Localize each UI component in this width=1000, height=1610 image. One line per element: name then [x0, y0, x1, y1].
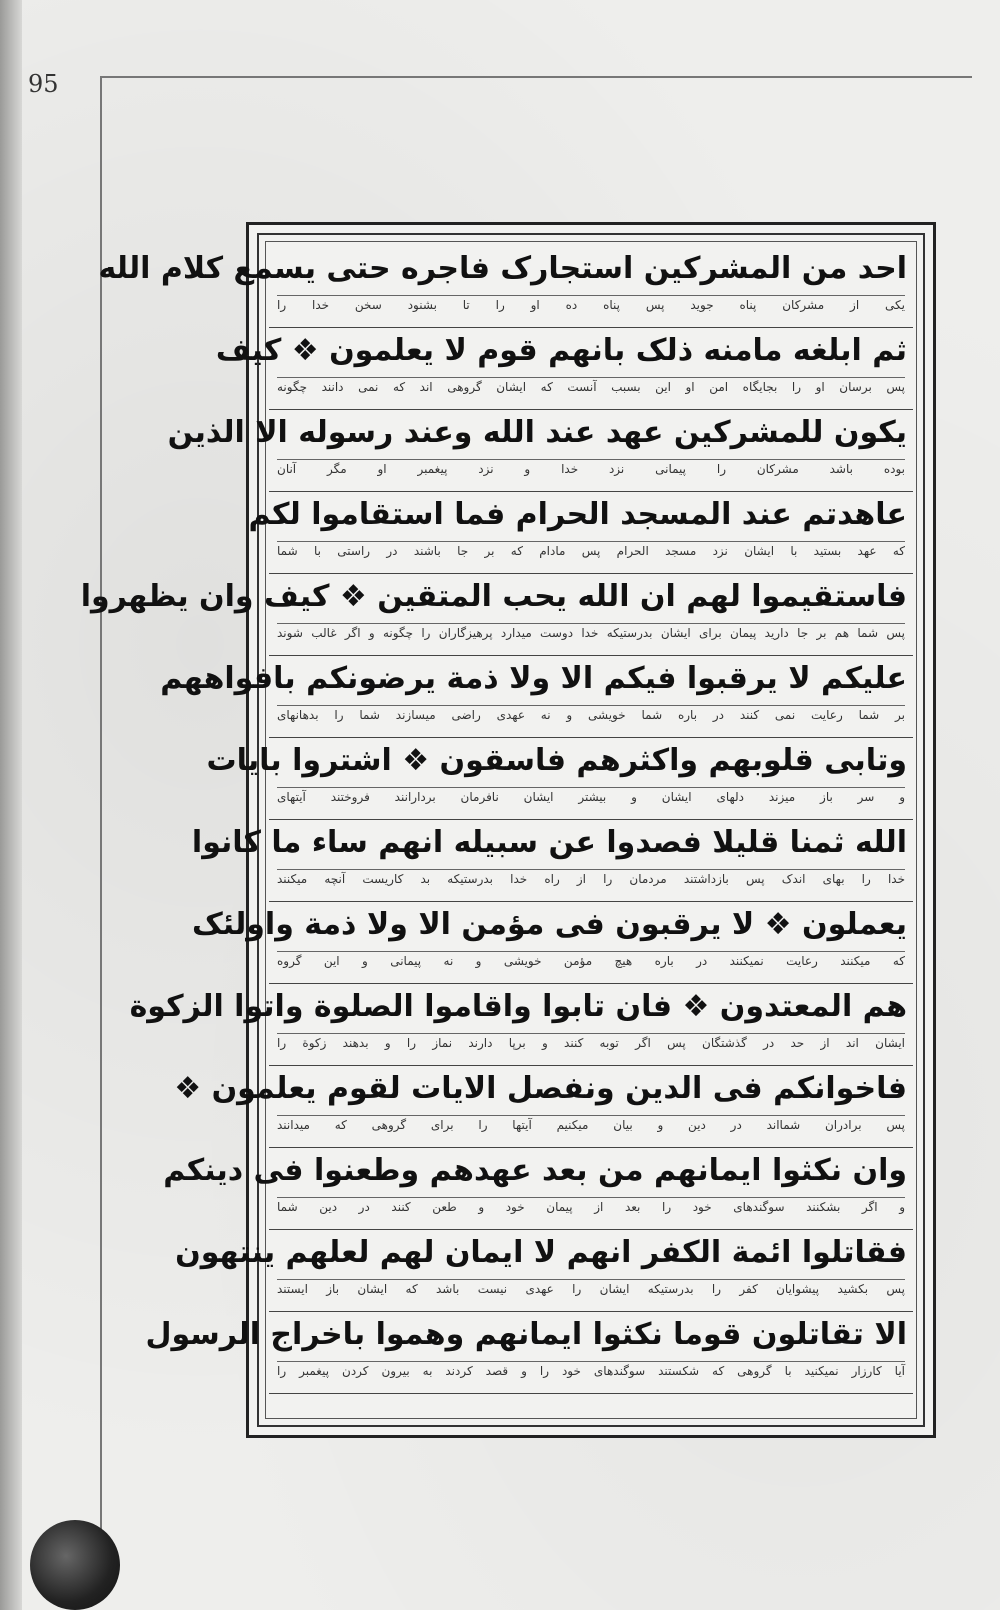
book-gutter	[0, 0, 22, 1610]
persian-gloss: یکی از مشرکان پناه جوید پس پناه ده او را تا بشنود سخن خدا را	[277, 295, 905, 314]
arabic-line: الا تقاتلون قوما نکثوا ایمانهم وهموا باخراج الرسول	[145, 1317, 907, 1352]
arabic-line: یکون للمشرکین عهد عند الله وعند رسوله الا الذین	[167, 415, 907, 450]
text-row	[248, 491, 913, 574]
persian-gloss: پس برسان او را بجایگاه امن او این بسبب آنست که ایشان گروهی اند که نمی دانند چگونه	[277, 377, 905, 396]
text-block	[80, 245, 913, 1415]
thumb-stain	[30, 1520, 120, 1610]
persian-gloss: پس بکشید پیشوایان کفر را بدرستیکه ایشان را عهدی نیست باشد که ایشان باز ایستند	[277, 1279, 905, 1298]
text-row	[191, 819, 913, 902]
arabic-line: فقاتلوا ائمة الکفر انهم لا ایمان لهم لعلهم ینتهون	[175, 1235, 907, 1270]
arabic-line: علیکم لا یرقبوا فیکم الا ولا ذمة یرضونکم بافواههم	[160, 661, 907, 696]
text-row	[175, 1229, 913, 1312]
persian-gloss: و سر باز میزند دلهای ایشان و بیشتر ایشان نافرمان بردارانند فروختند آیتهای	[277, 787, 905, 806]
persian-gloss: و اگر بشکنند سوگندهای خود را بعد از پیمان خود و طعن کنند در دین شما	[277, 1197, 905, 1216]
persian-gloss: پس شما هم بر جا دارید پیمان برای ایشان بدرستیکه خدا دوست میدارد پرهیزگاران را چگونه و اگر غالب شوند	[277, 623, 905, 642]
text-row	[167, 409, 913, 492]
arabic-line: هم المعتدون ❖ فان تابوا واقاموا الصلوة واتوا الزکوة	[129, 989, 907, 1024]
text-row	[80, 573, 913, 656]
arabic-line: الله ثمنا قلیلا فصدوا عن سبیله انهم ساء ما کانوا	[191, 825, 907, 860]
persian-gloss: پس برادران شمااند در دین و بیان میکنیم آیتها را برای گروهی که میدانند	[277, 1115, 905, 1134]
arabic-line: وان نکثوا ایمانهم من بعد عهدهم وطعنوا فی دینکم	[163, 1153, 907, 1188]
arabic-line: وتابی قلوبهم واکثرهم فاسقون ❖ اشتروا بایات	[206, 743, 907, 778]
text-row	[192, 901, 913, 984]
text-frame	[80, 222, 936, 1438]
arabic-line: فاخوانکم فی الدین ونفصل الایات لقوم یعلمون ❖	[174, 1071, 907, 1106]
arabic-line: ثم ابلغه مامنه ذلک بانهم قوم لا یعلمون ❖ کیف	[215, 333, 907, 368]
text-row	[174, 1065, 913, 1148]
text-row	[163, 1147, 913, 1230]
text-row	[129, 983, 913, 1066]
text-row	[160, 655, 913, 738]
text-row	[206, 737, 913, 820]
persian-gloss: ایشان اند از حد در گذشتگان پس اگر توبه کنند و برپا دارند نماز را و بدهند زکوة را	[277, 1033, 905, 1052]
persian-gloss: که عهد بستید با ایشان نزد مسجد الحرام پس مادام که بر جا باشند در راستی با شما	[277, 541, 905, 560]
text-row	[145, 1311, 913, 1394]
persian-gloss: بر شما رعایت نمی کنند در باره شما خویشی و نه عهدی راضی میسازند شما را بدهانهای	[277, 705, 905, 724]
persian-gloss: خدا را بهای اندک پس بازداشتند مردمان را از راه خدا بدرستیکه بد کاریست آنچه میکنند	[277, 869, 905, 888]
folio-number: 95	[28, 70, 59, 98]
arabic-line: یعملون ❖ لا یرقبون فی مؤمن الا ولا ذمة واولئک	[192, 907, 907, 942]
arabic-line: عاهدتم عند المسجد الحرام فما استقاموا لکم	[248, 497, 907, 532]
arabic-line: احد من المشرکین استجارک فاجره حتی یسمع کلام الله	[98, 251, 907, 286]
persian-gloss: که میکنند رعایت نمیکنند در باره هیچ مؤمن خویشی و نه پیمانی و این گروه	[277, 951, 905, 970]
arabic-line: فاستقیموا لهم ان الله یحب المتقین ❖ کیف وان یظهروا	[80, 579, 907, 614]
text-row	[98, 245, 913, 328]
persian-gloss: بوده باشد مشرکان را پیمانی نزد خدا و نزد پیغمبر او مگر آنان	[277, 459, 905, 478]
text-row	[215, 327, 913, 410]
persian-gloss: آیا کارزار نمیکنید با گروهی که شکستند سوگندهای خود را و قصد کردند به بیرون کردن پیغمبر را	[277, 1361, 905, 1380]
